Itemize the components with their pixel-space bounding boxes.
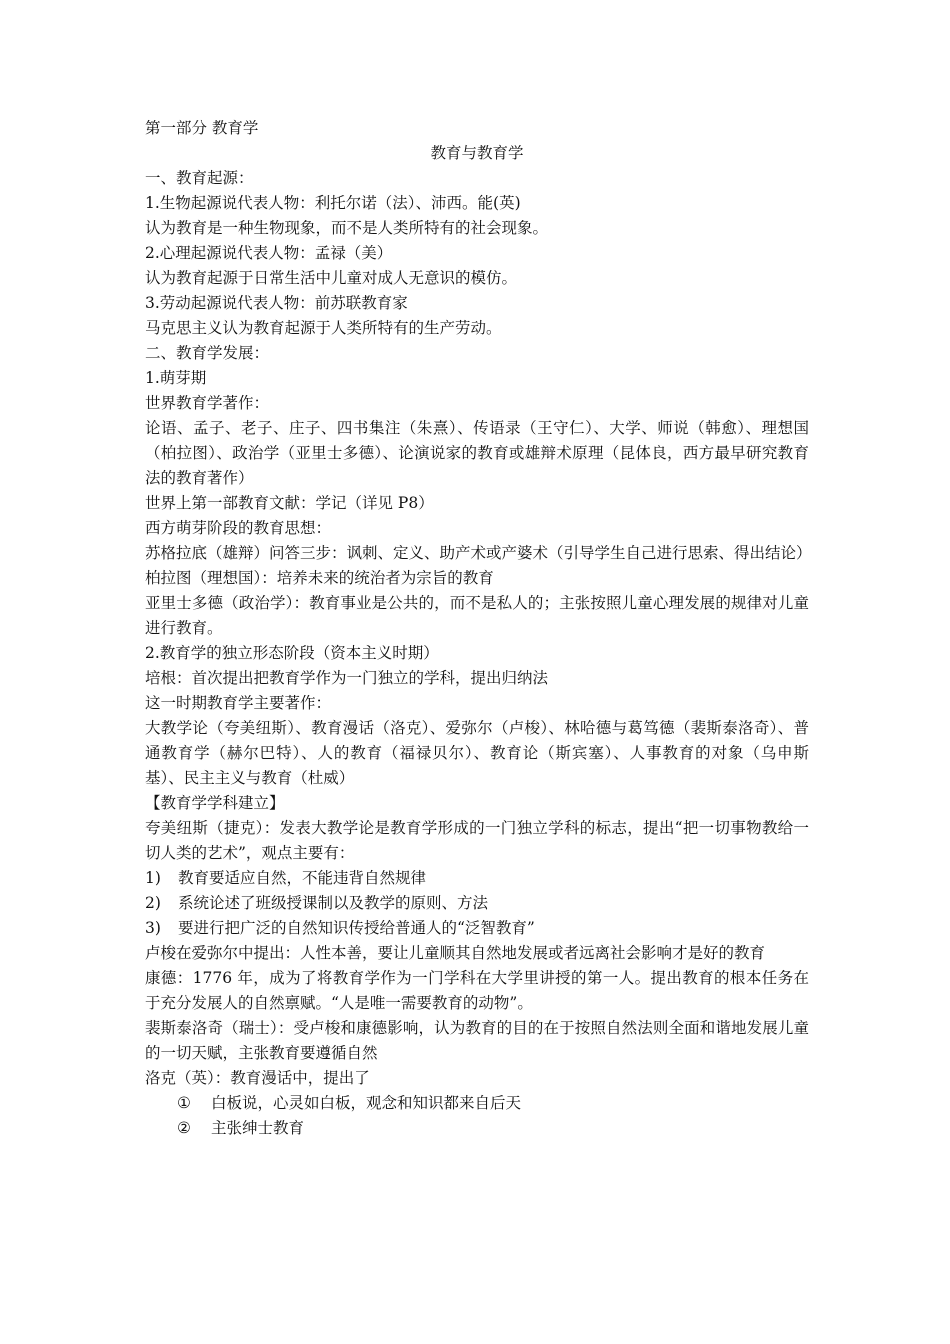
numbered-item (145, 891, 809, 916)
paragraph: 苏格拉底（雄辩）问答三步：讽刺、定义、助产术或产婆术（引导学生自己进行思索、得出结论） (145, 544, 812, 562)
paragraph: 世界上第一部教育文献：学记（详见 P8） (145, 494, 434, 512)
subsection-heading: 1.萌芽期 (145, 369, 207, 387)
paragraph: 柏拉图（理想国）：培养未来的统治者为宗旨的教育 (145, 569, 494, 587)
paragraph: 认为教育是一种生物现象，而不是人类所特有的社会现象。 (145, 219, 549, 237)
item-text: 教育要适应自然，不能违背自然规律 (178, 869, 427, 887)
paragraph: 夸美纽斯（捷克）：发表大教学论是教育学形成的一门独立学科的标志，提出“把一切事物教给一切人类的艺术”，观点主要有： (145, 819, 809, 862)
item-mark: ① (177, 1094, 191, 1112)
circled-item (145, 1091, 809, 1116)
part-heading: 第一部分 教育学 (145, 119, 259, 137)
paragraph: 洛克（英）：教育漫话中，提出了 (145, 1069, 370, 1087)
paragraph: 裴斯泰洛奇（瑞士）：受卢梭和康德影响，认为教育的目的在于按照自然法则全面和谐地发展儿童的一切天赋，主张教育要遵循自然 (145, 1019, 809, 1062)
paragraph: 2.心理起源说代表人物：孟禄（美） (145, 244, 393, 262)
document-body (145, 116, 812, 1141)
section-heading: 二、教育学发展： (145, 344, 270, 362)
paragraph: 康德：1776 年，成为了将教育学作为一门学科在大学里讲授的第一人。提出教育的根本任务在于充分发展人的自然禀赋。“人是唯一需要教育的动物”。 (145, 969, 809, 1012)
paragraph: 1.生物起源说代表人物：利托尔诺（法）、沛西。能(英) (145, 194, 521, 212)
paragraph: 培根：首次提出把教育学作为一门独立的学科，提出归纳法 (145, 669, 549, 687)
numbered-item (145, 916, 809, 941)
subsection-heading: 2.教育学的独立形态阶段（资本主义时期） (145, 644, 439, 662)
paragraph: 3.劳动起源说代表人物：前苏联教育家 (145, 294, 408, 312)
document-title: 教育与教育学 (430, 144, 524, 162)
paragraph: 亚里士多德（政治学）：教育事业是公共的，而不是私人的；主张按照儿童心理发展的规律对儿童进行教育。 (145, 594, 809, 637)
paragraph: 世界教育学著作： (145, 394, 270, 412)
bracket-heading: 【教育学学科建立】 (145, 794, 285, 812)
paragraph: 论语、孟子、老子、庄子、四书集注（朱熹）、传语录（王守仁）、大学、师说（韩愈）、理想国（柏拉图）、政治学（亚里士多德）、论演说家的教育或雄辩术原理（昆体良，西方最早研究教育法的教育著作） (145, 419, 809, 487)
item-text: 系统论述了班级授课制以及教学的原则、方法 (178, 894, 489, 912)
item-mark: ② (177, 1119, 191, 1137)
paragraph: 卢梭在爱弥尔中提出：人性本善，要让儿童顺其自然地发展或者远离社会影响才是好的教育 (145, 944, 766, 962)
paragraph: 这一时期教育学主要著作： (145, 694, 332, 712)
item-text: 要进行把广泛的自然知识传授给普通人的“泛智教育” (178, 919, 535, 937)
item-number: 1) (145, 869, 161, 887)
numbered-item (145, 866, 809, 891)
paragraph: 大教学论（夸美纽斯）、教育漫话（洛克）、爱弥尔（卢梭）、林哈德与葛笃德（裴斯泰洛奇）、普通教育学（赫尔巴特）、人的教育（福禄贝尔）、教育论（斯宾塞）、人事教育的对象（乌申斯基）、民主主义与教育（杜威） (145, 719, 809, 787)
item-text: 主张绅士教育 (211, 1119, 305, 1137)
paragraph: 认为教育起源于日常生活中儿童对成人无意识的模仿。 (145, 269, 518, 287)
item-number: 3) (145, 919, 161, 937)
paragraph: 西方萌芽阶段的教育思想： (145, 519, 332, 537)
paragraph: 马克思主义认为教育起源于人类所特有的生产劳动。 (145, 319, 502, 337)
item-text: 白板说，心灵如白板，观念和知识都来自后天 (211, 1094, 522, 1112)
section-heading: 一、教育起源： (145, 169, 254, 187)
item-number: 2) (145, 894, 161, 912)
circled-item (145, 1116, 809, 1141)
